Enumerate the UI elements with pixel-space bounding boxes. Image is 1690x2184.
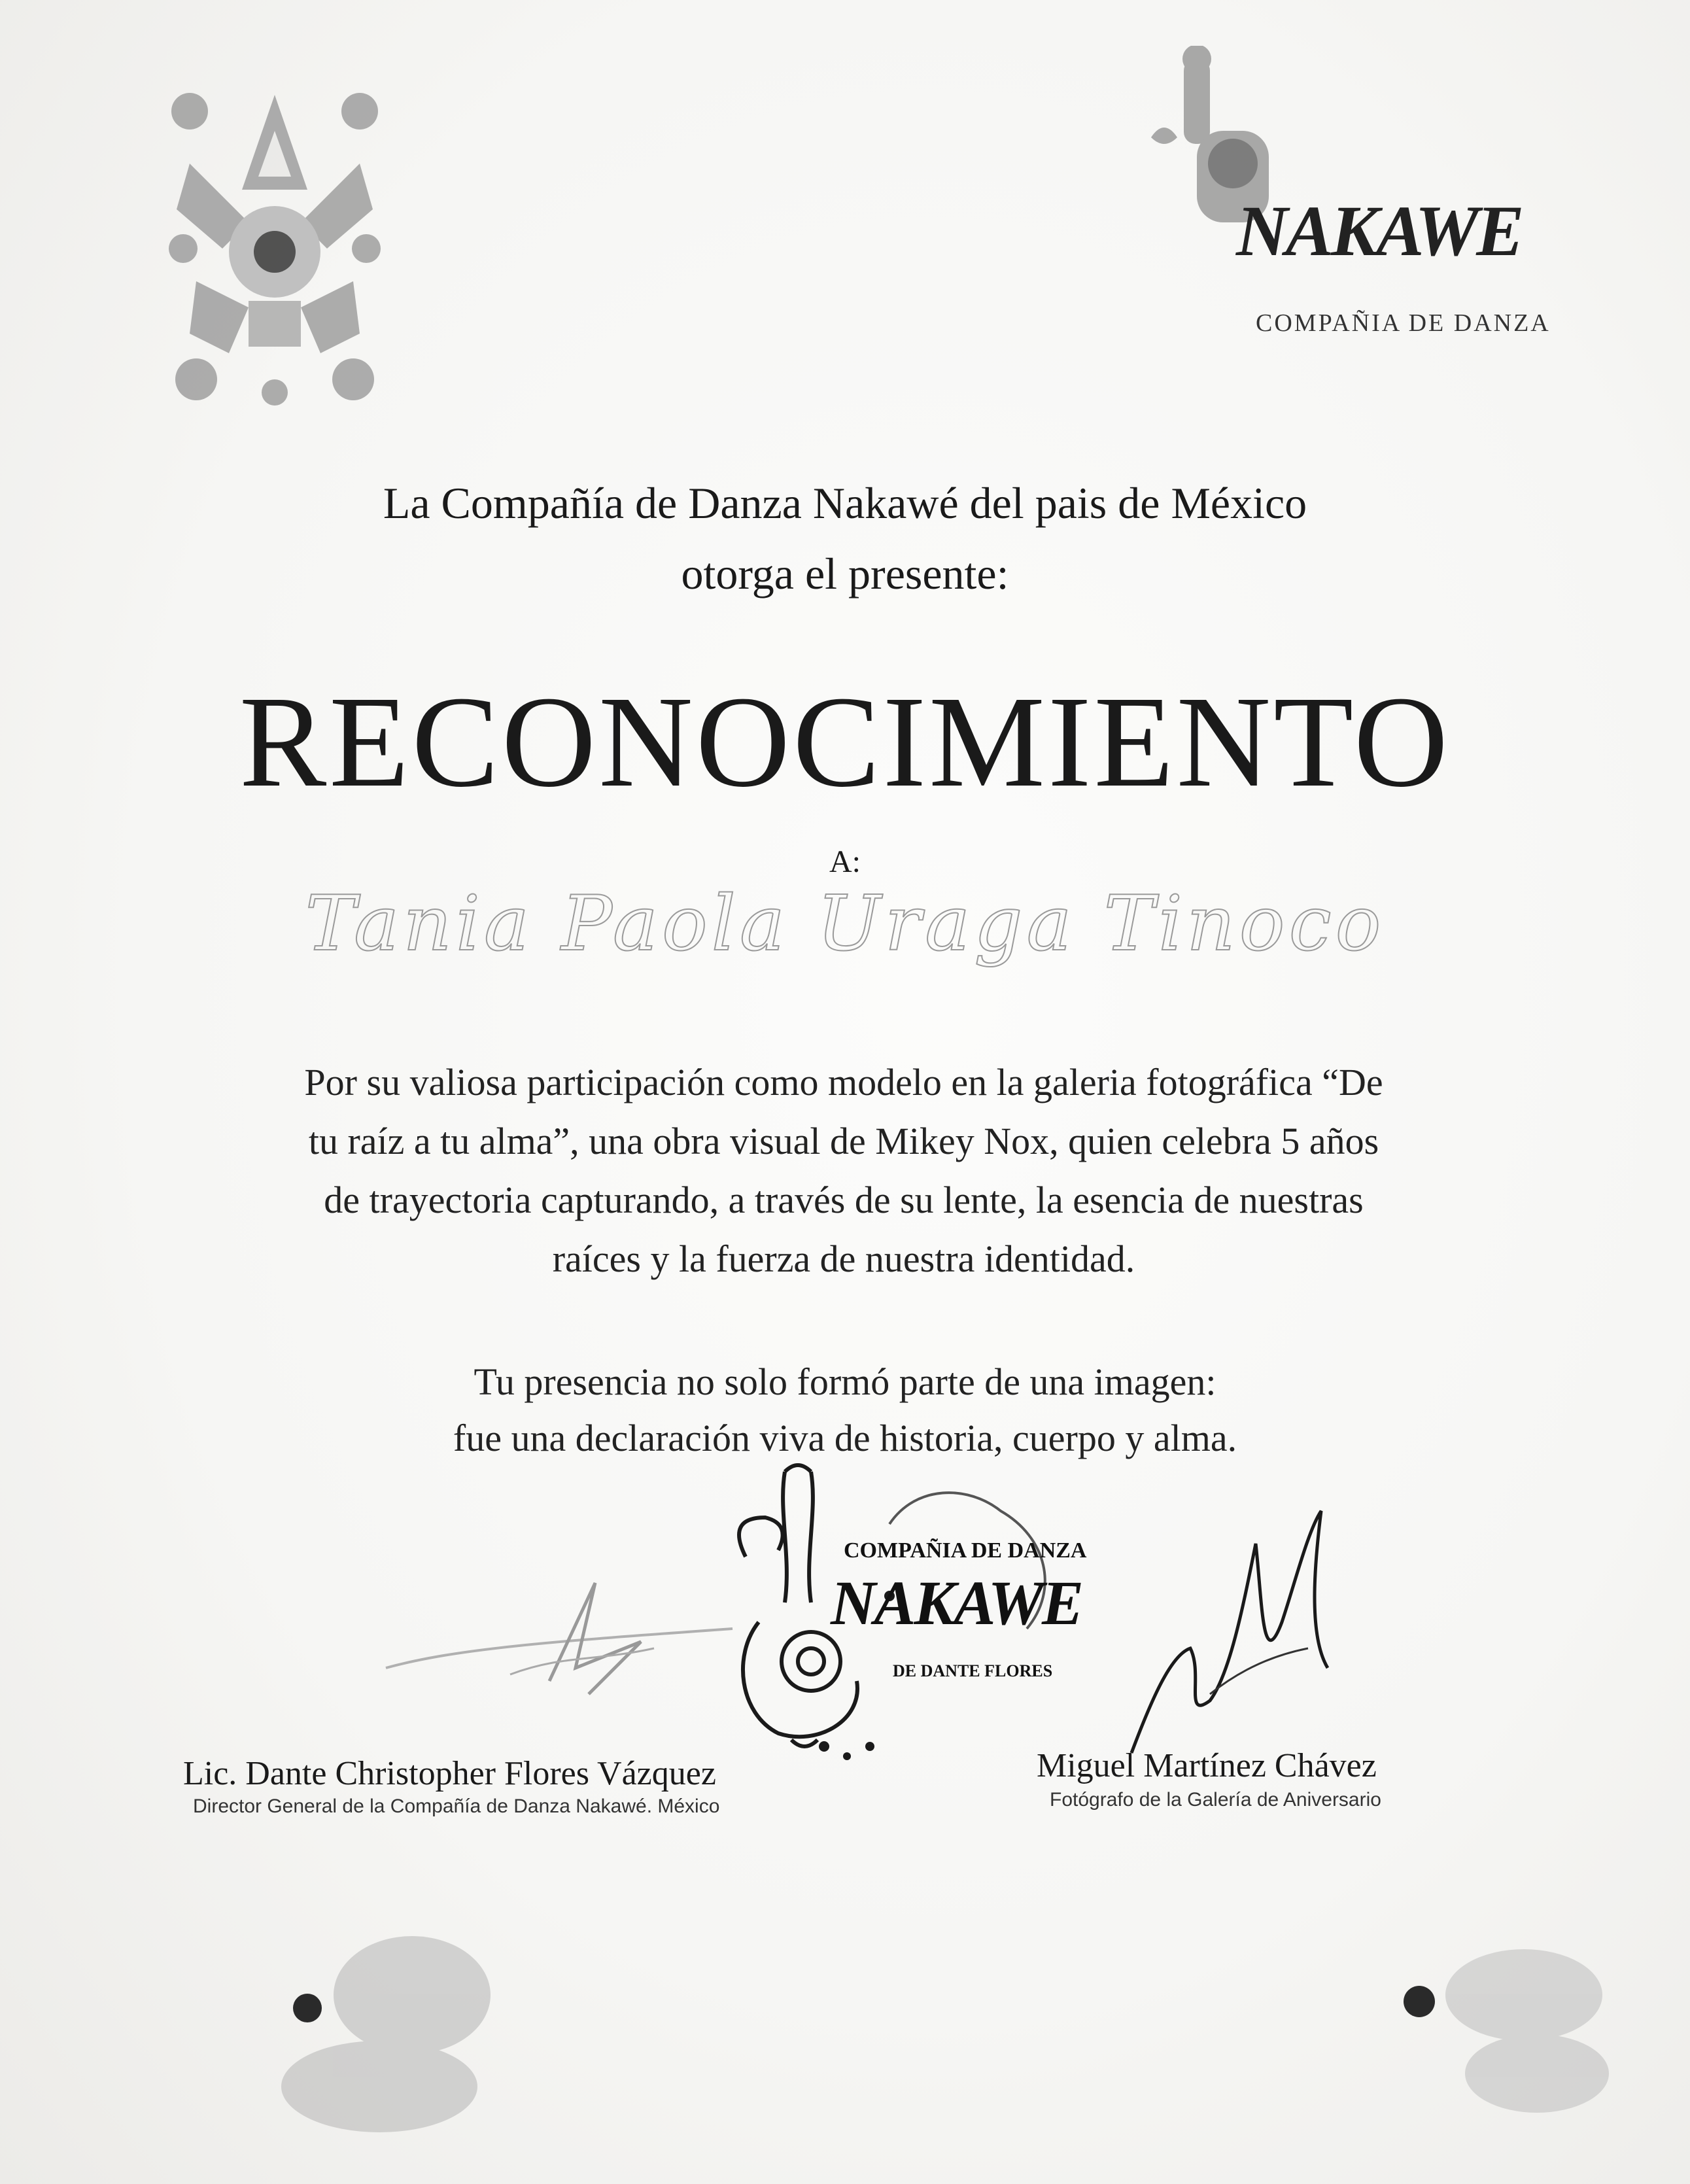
closing-paragraph: [0, 1354, 1690, 1466]
body-line-4: raíces y la fuerza de nuestra identidad.: [552, 1238, 1135, 1280]
recipient-name: Tania Paola Uraga Tinoco: [305, 880, 1385, 968]
body-paragraph: [288, 1053, 1400, 1289]
signature-left-icon: [379, 1570, 746, 1701]
closing-line-2: fue una declaración viva de historia, cuerpo y alma.: [453, 1417, 1237, 1459]
signature-left-name: Lic. Dante Christopher Flores Vázquez: [183, 1755, 716, 1792]
closing-line-1: Tu presencia no solo formó parte de una imagen:: [474, 1361, 1216, 1403]
stamp-top-text: COMPAÑIA DE DANZA: [844, 1538, 1087, 1563]
body-line-1: Por su valiosa participación como modelo en la galeria fotográfica “De: [304, 1061, 1383, 1103]
intro-text: [0, 468, 1690, 609]
intro-line-1: La Compañía de Danza Nakawé del pais de México: [383, 478, 1307, 528]
signature-left-role: Director General de la Compañía de Danza Nakawé. México: [193, 1795, 720, 1817]
signature-right-icon: [1112, 1504, 1360, 1766]
recipient-label: A:: [829, 844, 861, 879]
logo-subtitle: COMPAÑIA DE DANZA: [1256, 309, 1551, 337]
certificate-title: RECONOCIMIENTO: [239, 670, 1451, 814]
signature-right-name: Miguel Martínez Chávez: [1037, 1747, 1377, 1784]
body-line-2: tu raíz a tu alma”, una obra visual de Mikey Nox, quien celebra 5 años: [308, 1120, 1379, 1162]
ornament-bottom-right-icon: [1341, 1930, 1642, 2139]
ornament-bottom-left-icon: [249, 1897, 523, 2158]
stamp-name: NAKAWE: [831, 1568, 1082, 1638]
intro-line-2: otorga el presente:: [681, 549, 1009, 598]
stamp-bottom-text: DE DANTE FLORES: [893, 1661, 1053, 1680]
signature-right-role: Fotógrafo de la Galería de Aniversario: [1050, 1789, 1381, 1811]
logo-name: NAKAWE: [1236, 191, 1522, 271]
body-line-3: de trayectoria capturando, a través de su lente, la esencia de nuestras: [324, 1179, 1364, 1221]
ornament-top-left-icon: [150, 85, 399, 412]
